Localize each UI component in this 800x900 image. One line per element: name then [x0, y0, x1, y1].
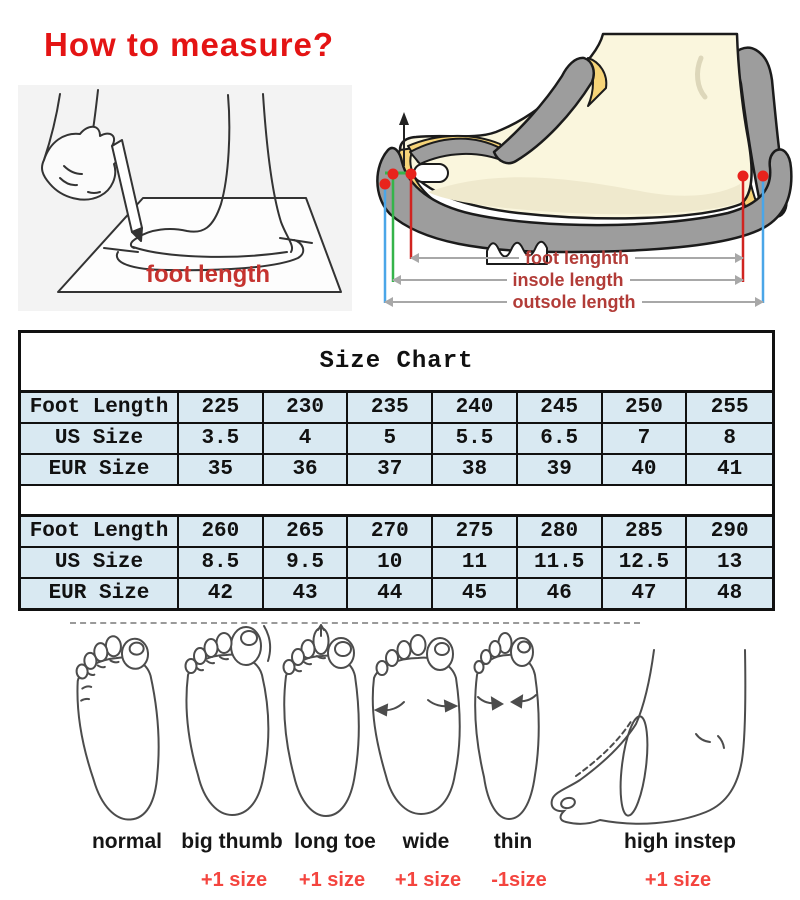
foot-type-label-normal: normal — [91, 830, 162, 853]
table-cell: 43 — [264, 579, 349, 608]
size-chart-title: Size Chart — [21, 333, 772, 393]
table-cell: 5 — [348, 424, 433, 455]
table-cell: 38 — [433, 455, 518, 486]
table-cell: 5.5 — [433, 424, 518, 455]
table-cell: 11.5 — [518, 548, 603, 579]
row-label-cell: Foot Length — [21, 517, 179, 548]
table-cell: 285 — [603, 517, 688, 548]
table-cell: 45 — [433, 579, 518, 608]
table-cell: 13 — [687, 548, 772, 579]
table-cell: 6.5 — [518, 424, 603, 455]
insole-notch — [414, 164, 448, 182]
size-adjustment-thin: -1size — [491, 869, 547, 891]
table-cell: 37 — [348, 455, 433, 486]
table-cell: 230 — [264, 393, 349, 424]
row-label-cell: EUR Size — [21, 455, 179, 486]
table-cell: 7 — [603, 424, 688, 455]
size-adjustment-wide: +1 size — [394, 869, 462, 891]
foot-type-label-wide: wide — [402, 830, 450, 853]
size-chart-section-2 — [21, 517, 772, 608]
table-section-gap — [21, 486, 772, 517]
outsole-length-dimension-label: outsole length — [512, 291, 636, 312]
table-cell: 250 — [603, 393, 688, 424]
size-adjustment-long-toe: +1 size — [298, 869, 366, 891]
table-cell: 46 — [518, 579, 603, 608]
table-cell: 42 — [179, 579, 264, 608]
table-cell: 48 — [687, 579, 772, 608]
dimension-line — [642, 301, 764, 303]
insole-length-dimension — [393, 270, 743, 290]
row-label-cell: Foot Length — [21, 393, 179, 424]
foot-type-label-long-toe: long toe — [294, 830, 376, 853]
table-cell: 3.5 — [179, 424, 264, 455]
table-cell: 12.5 — [603, 548, 688, 579]
dimension-line — [635, 257, 743, 259]
size-chart-table — [18, 330, 775, 611]
foot-sole-big-thumb-illustration — [180, 621, 272, 821]
size-chart-section-1 — [21, 393, 772, 486]
dimension-line — [630, 279, 744, 281]
foot-sole-wide-illustration — [368, 628, 464, 818]
table-cell: 235 — [348, 393, 433, 424]
high-instep-foot-illustration — [546, 648, 758, 828]
table-cell: 255 — [687, 393, 772, 424]
outsole-length-dimension — [385, 292, 763, 312]
size-adjustment-high-instep: +1 size — [644, 869, 712, 891]
dimension-line — [385, 301, 507, 303]
table-cell: 280 — [518, 517, 603, 548]
table-cell: 8 — [687, 424, 772, 455]
table-cell: 270 — [348, 517, 433, 548]
foot-sole-normal-illustration — [73, 628, 167, 824]
dimension-line — [393, 279, 507, 281]
page-title: How to measure? — [44, 26, 335, 63]
table-cell: 35 — [179, 455, 264, 486]
table-cell: 41 — [687, 455, 772, 486]
table-cell: 4 — [264, 424, 349, 455]
table-cell: 275 — [433, 517, 518, 548]
table-cell: 44 — [348, 579, 433, 608]
table-cell: 40 — [603, 455, 688, 486]
foot-length-dimension — [411, 248, 743, 268]
foot-length-label: foot length — [146, 261, 270, 288]
table-cell: 245 — [518, 393, 603, 424]
foot-type-label-high-instep: high instep — [624, 830, 736, 853]
table-cell: 240 — [433, 393, 518, 424]
table-cell: 47 — [603, 579, 688, 608]
table-cell: 9.5 — [264, 548, 349, 579]
table-cell: 225 — [179, 393, 264, 424]
row-label-cell: EUR Size — [21, 579, 179, 608]
foot-type-label-high-instep: thin — [493, 830, 533, 853]
foot-sole-long-toe-illustration — [278, 624, 364, 820]
table-cell: 36 — [264, 455, 349, 486]
row-label-cell: US Size — [21, 424, 179, 455]
row-label-cell: US Size — [21, 548, 179, 579]
insole-length-dimension-label: insole length — [512, 269, 624, 290]
table-cell: 8.5 — [179, 548, 264, 579]
table-cell: 290 — [687, 517, 772, 548]
table-cell: 10 — [348, 548, 433, 579]
table-cell: 260 — [179, 517, 264, 548]
up-arrow — [399, 112, 409, 125]
foot-length-dimension-label: foot lenghth — [525, 247, 629, 268]
table-cell: 265 — [264, 517, 349, 548]
table-cell: 39 — [518, 455, 603, 486]
foot-sole-thin-illustration — [470, 627, 544, 821]
table-cell: 11 — [433, 548, 518, 579]
size-adjustment-big-thumb: +1 size — [200, 869, 268, 891]
dimension-line — [411, 257, 519, 259]
foot-type-label-big-thumb: big thumb — [181, 830, 283, 853]
